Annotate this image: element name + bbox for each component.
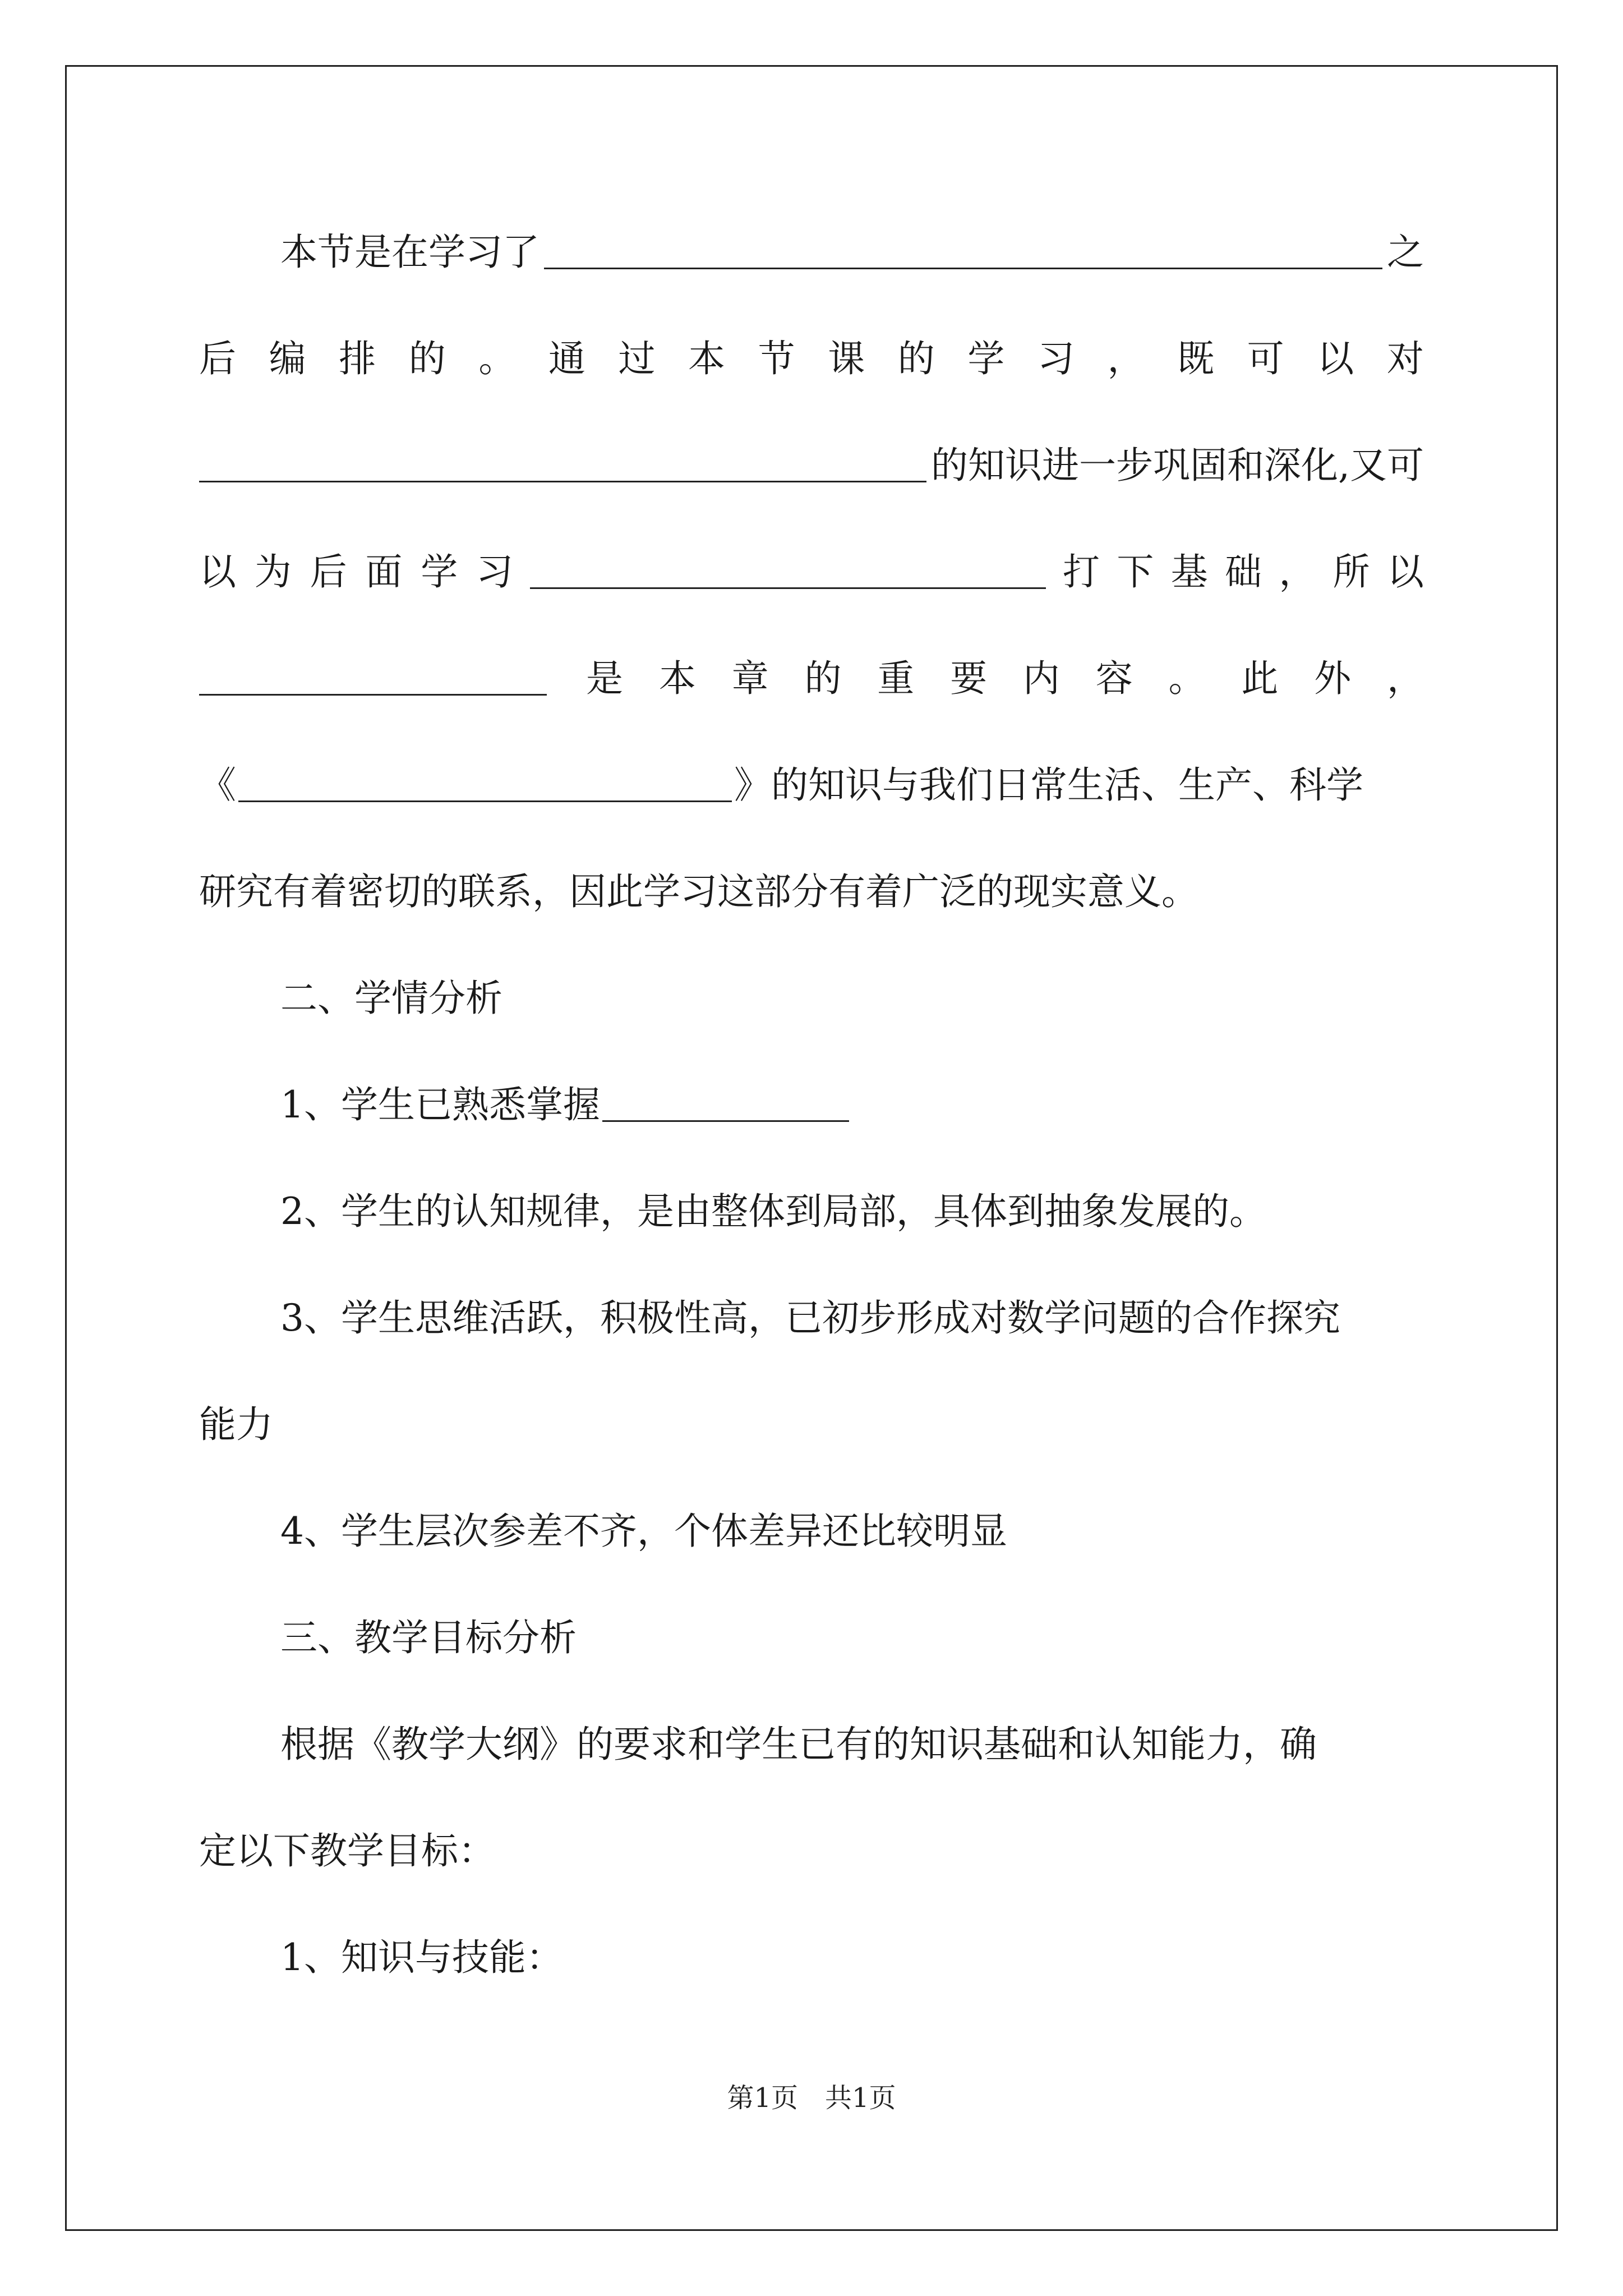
item-3-line-2: 能力 <box>199 1403 273 1446</box>
text-char: 下 <box>1117 550 1154 593</box>
text-char: 习 <box>476 550 513 593</box>
item-3-line-1: 3、学生思维活跃，积极性高，已初步形成对数学问题的合作探究 <box>280 1296 1340 1340</box>
fill-blank-2[interactable] <box>199 446 926 482</box>
text-char: 础 <box>1224 550 1262 593</box>
p3-line-2: 定以下教学目标： <box>199 1829 495 1872</box>
text-char: 章 <box>731 657 769 700</box>
fill-blank-5[interactable] <box>238 766 732 802</box>
text-char: 本 <box>658 657 696 700</box>
text-char: 。 <box>478 337 516 380</box>
p1-line4-part-a <box>199 544 513 600</box>
section-heading-3: 三、教学目标分析 <box>280 1616 577 1659</box>
text-char: 以 <box>1386 550 1424 593</box>
p1-line1-start: 本节是在学习了 <box>280 231 540 274</box>
text-char: 基 <box>1170 550 1208 593</box>
text-char: 是 <box>586 657 623 700</box>
text-char: 。 <box>1168 657 1206 700</box>
text-char: 外 <box>1314 657 1352 700</box>
p1-line6-open: 《 <box>199 763 236 807</box>
text-char: 要 <box>950 657 988 700</box>
p1-line1-end: 之 <box>1387 231 1424 274</box>
text-char: ， <box>1386 657 1424 700</box>
p1-line-1 <box>280 224 1424 280</box>
p1-line-4 <box>199 544 1424 600</box>
text-char: 编 <box>269 337 306 380</box>
p1-line-5 <box>199 651 1424 707</box>
text-char: 后 <box>310 550 347 593</box>
text-char: 容 <box>1095 657 1133 700</box>
text-char: 以 <box>1317 337 1354 380</box>
text-char: 课 <box>828 337 865 380</box>
fill-blank-3[interactable] <box>530 553 1046 589</box>
text-char: 可 <box>1247 337 1284 380</box>
text-char: 学 <box>421 550 458 593</box>
section-heading-2: 二、学情分析 <box>280 977 502 1020</box>
text-char: 过 <box>618 337 656 380</box>
text-char: 的 <box>804 657 842 700</box>
text-char: 节 <box>758 337 795 380</box>
p1-line6-close: 》的知识与我们日常生活、生产、科学 <box>734 763 1363 807</box>
p3-line-1: 根据《教学大纲》的要求和学生已有的知识基础和认知能力，确 <box>280 1723 1317 1766</box>
text-char: 内 <box>1022 657 1060 700</box>
text-char: 此 <box>1241 657 1279 700</box>
text-char: ， <box>1107 337 1145 380</box>
text-char: 的 <box>897 337 935 380</box>
item-1-text: 1、学生已熟悉掌握 <box>280 1083 600 1126</box>
text-char: 面 <box>365 550 403 593</box>
page-footer: 第1页 共1页 <box>727 2082 896 2114</box>
text-char: 所 <box>1332 550 1370 593</box>
text-char: ， <box>1279 550 1316 593</box>
p1-line-7: 研究有着密切的联系，因此学习这部分有着广泛的现实意义。 <box>199 870 1198 913</box>
p1-line3-end: 的知识进一步巩固和深化,又可 <box>931 444 1424 487</box>
text-char: 以 <box>199 550 236 593</box>
text-char: 排 <box>339 337 376 380</box>
text-char: 后 <box>199 337 236 380</box>
text-char: 既 <box>1177 337 1215 380</box>
text-char: 习 <box>1037 337 1075 380</box>
fill-blank-6[interactable] <box>602 1085 849 1122</box>
text-char: 的 <box>408 337 446 380</box>
p1-line-3 <box>199 438 1424 494</box>
p1-line-6 <box>199 757 1424 813</box>
text-char: 重 <box>877 657 915 700</box>
item-4: 4、学生层次参差不齐，个体差异还比较明显 <box>280 1510 1007 1553</box>
knowledge-skills-item: 1、知识与技能： <box>280 1936 563 1979</box>
text-char: 为 <box>254 550 292 593</box>
fill-blank-1[interactable] <box>544 233 1382 269</box>
text-char: 本 <box>688 337 726 380</box>
text-char: 学 <box>967 337 1005 380</box>
p1-line-2 <box>199 331 1424 387</box>
item-1 <box>280 1077 1424 1133</box>
p1-line4-part-b <box>1063 544 1424 600</box>
text-char: 通 <box>548 337 585 380</box>
text-char: 打 <box>1063 550 1100 593</box>
fill-blank-4[interactable] <box>199 659 547 696</box>
text-char: 对 <box>1386 337 1424 380</box>
p1-line5-text <box>586 651 1424 707</box>
page-border <box>65 65 1558 2231</box>
item-2: 2、学生的认知规律，是由整体到局部，具体到抽象发展的。 <box>280 1190 1266 1233</box>
